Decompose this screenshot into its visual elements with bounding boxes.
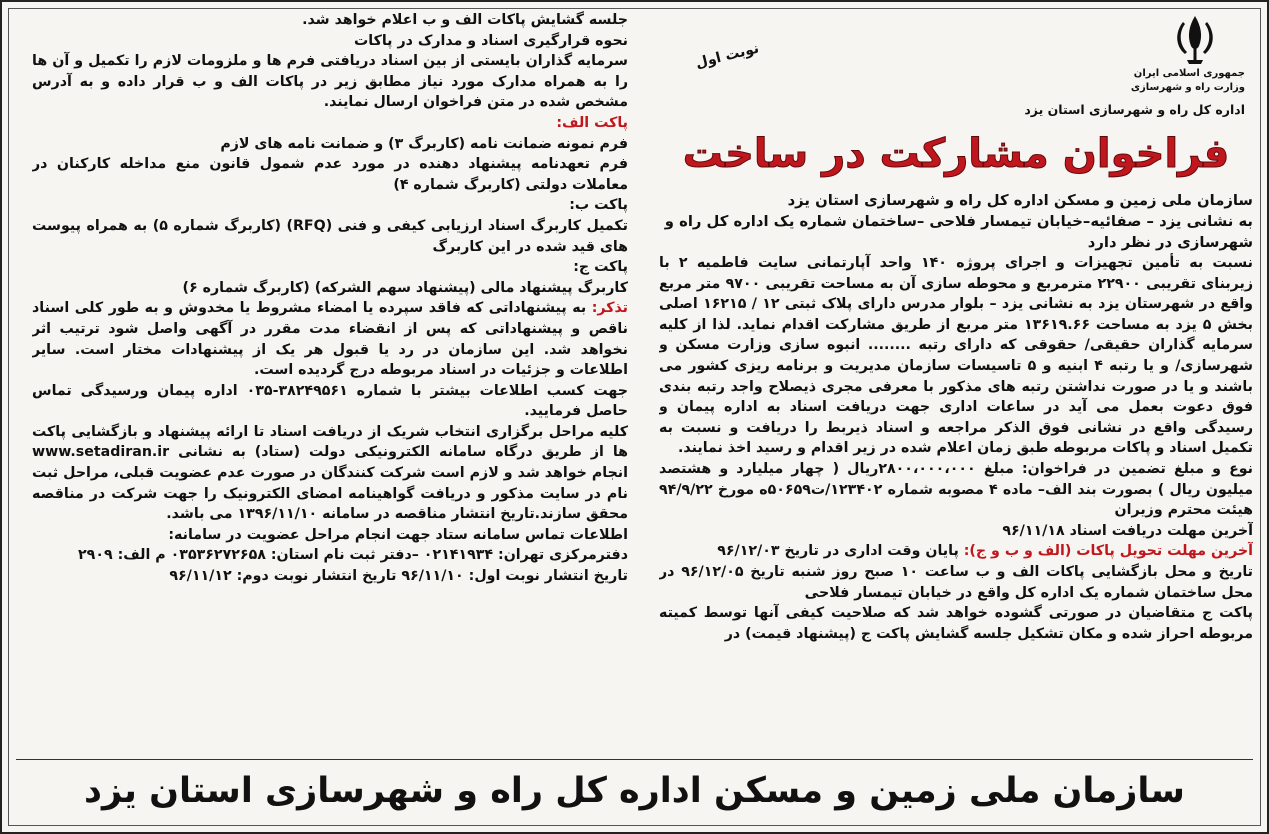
- org-line-2: به نشانی یزد – صفائیه–خیابان تیمسار فلاحی –ساختمان شماره یک اداره کل راه و: [664, 213, 1253, 230]
- header-office: اداره کل راه و شهرسازی استان یزد: [1024, 102, 1245, 117]
- header-republic: جمهوری اسلامی ایران: [1133, 68, 1245, 79]
- packet-a-item-2: فرم تعهدنامه پیشنهاد دهنده در مورد عدم شمول قانون منع مداخله کارکنان در معاملات دولتی (کاربرگ شماره ۴): [32, 156, 628, 193]
- left-line-3: سرمایه گذاران بایستی از بین اسناد دریافتی فرم ها و ملزومات لازم را تکمیل و آن ها را به همراه مدارک مورد نیاز مطابق زیر در پاکات الف و ب قرار داده و به آدرس مشخص شده در متن فراخوان ارسال نمایند.: [32, 53, 628, 111]
- left-column: [32, 10, 628, 755]
- packet-a-item-1: فرم نمونه ضمانت نامه (کاربرگ ۳) و ضمانت نامه های لازم: [220, 135, 628, 152]
- footer-banner: سازمان ملی زمین و مسکن اداره کل راه و شهرسازی استان یزد: [16, 759, 1253, 822]
- setad-paragraph: کلیه مراحل برگزاری انتخاب شریک از دریافت اسناد تا ارائه پیشنهاد و بازگشایی پاکت ها از طریق درگاه سامانه الکترونیکی دولت (ستاد) به نشانی www.setadiran.ir انجام خواهد شد و لازم است شرکت کنندگان در صورت عدم عضویت قبلی، مراحل ثبت نام در سایت مذکور و دریافت گواهینامه امضای الکترونیک را جهت شرکت در مناقصه محقق سازند.تاریخ انتشار مناقصه در سامانه ۱۳۹۶/۱۱/۱۰ می باشد.: [32, 423, 628, 523]
- left-line-1: جلسه گشایش پاکات الف و ب اعلام خواهد شد.: [302, 12, 628, 28]
- right-column: [659, 10, 1253, 755]
- page-title: فراخوان مشارکت در ساخت: [682, 131, 1230, 177]
- stamp-first-round: نوبت اول: [694, 40, 761, 72]
- document-deadline: آخرین مهلت دریافت اسناد ۹۶/۱۱/۱۸: [1002, 522, 1253, 539]
- org-line-1: سازمان ملی زمین و مسکن اداره کل راه و شهرسازی استان یزد: [787, 192, 1253, 209]
- deadline-text: پایان وقت اداری در تاریخ ۹۶/۱۲/۰۳: [717, 543, 959, 560]
- packet-c-paragraph: پاکت ج متقاضیان در صورتی گشوده خواهد شد که صلاحیت کیفی آنها توسط کمیته مربوطه احراز شده و مکان تشکیل جلسه گشایش پاکت ج (پیشنهاد قیمت) در: [659, 605, 1253, 642]
- opening-paragraph: تاریخ و محل بازگشایی پاکات الف و ب ساعت ۱۰ صبح روز شنبه تاریخ ۹۶/۱۲/۰۵ در محل ساختمان شماره یک اداره کل واقع در خیابان تیمسار فلاحی: [659, 563, 1253, 601]
- org-line-3: شهرسازی در نظر دارد: [1087, 234, 1253, 251]
- packet-c-item: کاربرگ پیشنهاد مالی (پیشنهاد سهم الشرکه) (کاربرگ شماره ۶): [182, 279, 628, 296]
- publication-dates: تاریخ انتشار نوبت اول: ۹۶/۱۱/۱۰ تاریخ انتشار نوبت دوم: ۹۶/۱۱/۱۲: [169, 568, 628, 585]
- deadline-label: آخرین مهلت تحویل پاکات (الف و ب و ج):: [963, 543, 1253, 560]
- body-paragraph: نسبت به تأمین تجهیزات و اجرای پروژه ۱۴۰ واحد آپارتمانی سایت فاطمیه ۲ با زیربنای تقریبی ۲۲۹۰۰ مترمربع و محوطه سازی آن به مساحت تقریبی ۹۷۰۰ متر مربع واقع در شهرستان یزد به نشانی یزد – بلوار مدرس دارای پلاک ثبتی ۱۲ / ۱۶۲۱۵ اصلی بخش ۵ یزد به مساحت ۱۳۶۱۹.۶۶ متر مربع از طریق مشارکت اقدام نماید. لذا از کلیه سرمایه گذاران حقیقی/ حقوقی که دارای رتبه ........ انبوه سازی وزارت مسکن و شهرسازی/ و یا رتبه ۴ ابنیه و ۵ تاسیسات سازمان مدیریت و برنامه ریزی کشور می باشند و یا در صورت نداشتن رتبه های مذکور با معرفی مجری ذیصلاح واجد رتبه بندی فوق دعوت بعمل می آید در ساعات اداری جهت دریافت اسناد به اداره پیمان و رسیدگی واقع در نشانی فوق الذکر مراجعه و اسناد ذیربط را دریافت و نسبت به تکمیل اسناد و پاکات مربوطه طبق زمان اعلام شده در زیر اقدام و رسید اخذ نمایند.: [659, 255, 1253, 457]
- header-ministry: وزارت راه و شهرسازی: [1130, 82, 1245, 93]
- iran-emblem-icon: [1167, 12, 1223, 66]
- packet-b-label: پاکت ب:: [569, 197, 628, 214]
- header: [659, 10, 1253, 122]
- packet-b-item: تکمیل کاربرگ اسناد ارزیابی کیفی و فنی (RFQ) (کاربرگ شماره ۵) به همراه پیوست های قید شده در این کاربرگ: [32, 217, 628, 255]
- note-label: تذکر:: [591, 300, 628, 317]
- setad-contact-title: اطلاعات تماس سامانه ستاد جهت انجام مراحل عضویت در سامانه:: [168, 526, 628, 543]
- left-line-2: نحوه قرارگیری اسناد و مدارک در پاکات: [354, 32, 628, 49]
- guarantee-paragraph: نوع و مبلغ تضمین در فراخوان: مبلغ ۲۸۰۰،۰۰۰،۰۰۰ریال ( چهار میلیارد و هشتصد میلیون ریال ) بصورت بند الف– ماده ۴ مصوبه شماره ۱۲۳۴۰۲/ت۵۰۶۵۹ه مورخ ۹۴/۹/۲۲ هیئت محترم وزیران: [659, 460, 1253, 519]
- setad-contact: دفترمرکزی تهران: ۰۲۱۴۱۹۳۴ –دفتر ثبت نام استان: ۰۳۵۳۶۲۷۲۶۵۸ م الف: ۲۹۰۹: [78, 547, 628, 564]
- note-paragraph: [32, 298, 628, 380]
- packet-a-label: پاکت الف:: [556, 114, 628, 131]
- contact-paragraph: جهت کسب اطلاعات بیشتر با شماره ۳۸۲۴۹۵۶۱-۰۳۵ اداره پیمان ورسیدگی تماس حاصل فرمایید.: [32, 382, 628, 420]
- note-text: به پیشنهاداتی که فاقد سپرده یا امضاء مشروط یا مخدوش و به طور کلی اسناد ناقص و پیشنهاداتی که پس از انقضاء مدت مقرر در آگهی واصل شود ترتیب اثر نخواهد شد. این سازمان در رد یا قبول هر یک از پیشنهادات مختار است. سایر اطلاعات و جزئیات در اسناد مربوطه درج گردیده است.: [32, 300, 628, 379]
- packet-c-label: پاکت ج:: [573, 259, 628, 276]
- submission-deadline: [659, 541, 1253, 562]
